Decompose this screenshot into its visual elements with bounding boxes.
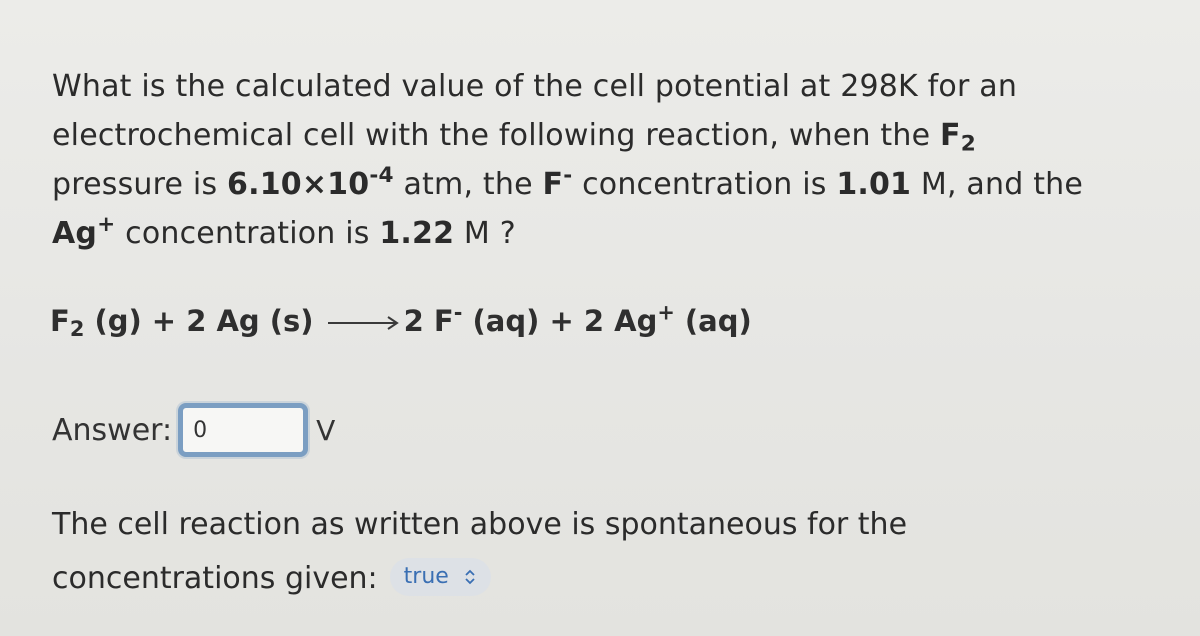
answer-input[interactable] (178, 403, 308, 457)
spontaneous-select[interactable] (390, 558, 491, 596)
spontaneity-line-2: concentrations given: true (52, 552, 1152, 606)
spontaneity-line-1: The cell reaction as written above is spontaneous for the (52, 507, 908, 542)
question-line-2: electrochemical cell with the following reaction, when the $F_2$ (52, 118, 976, 157)
right-arrow-icon (326, 313, 400, 333)
fluoride-concentration: 1.01 (836, 167, 912, 202)
question-line-3: pressure is $6.10\times 10^{-4}$ atm, the F- concentration is 1.01 M, and the (52, 163, 1084, 202)
f2-formula: $F_2$ (940, 118, 976, 157)
unit-label: V (316, 413, 336, 447)
silver-ion-formula: Ag+ (52, 212, 116, 251)
answer-label: Answer: (52, 412, 173, 448)
question-line-4: Ag+ concentration is 1.22 M ? (52, 212, 516, 251)
spontaneity-question (52, 498, 1152, 606)
silver-concentration: 1.22 (379, 216, 455, 251)
reaction-equation: $F_2$ (g) + 2 Ag (s) 2 F- (aq) + 2 Ag+ (aq) (50, 300, 752, 342)
question-text (52, 62, 1172, 258)
answer-row (52, 398, 335, 462)
spontaneous-select-value: true (403, 563, 449, 589)
fluoride-formula: F- (542, 163, 573, 202)
question-line-1: What is the calculated value of the cell potential at 298K for an (52, 69, 1018, 104)
up-down-chevron-icon (463, 568, 477, 586)
pressure-value: $6.10\times 10^{-4}$ (227, 163, 394, 202)
